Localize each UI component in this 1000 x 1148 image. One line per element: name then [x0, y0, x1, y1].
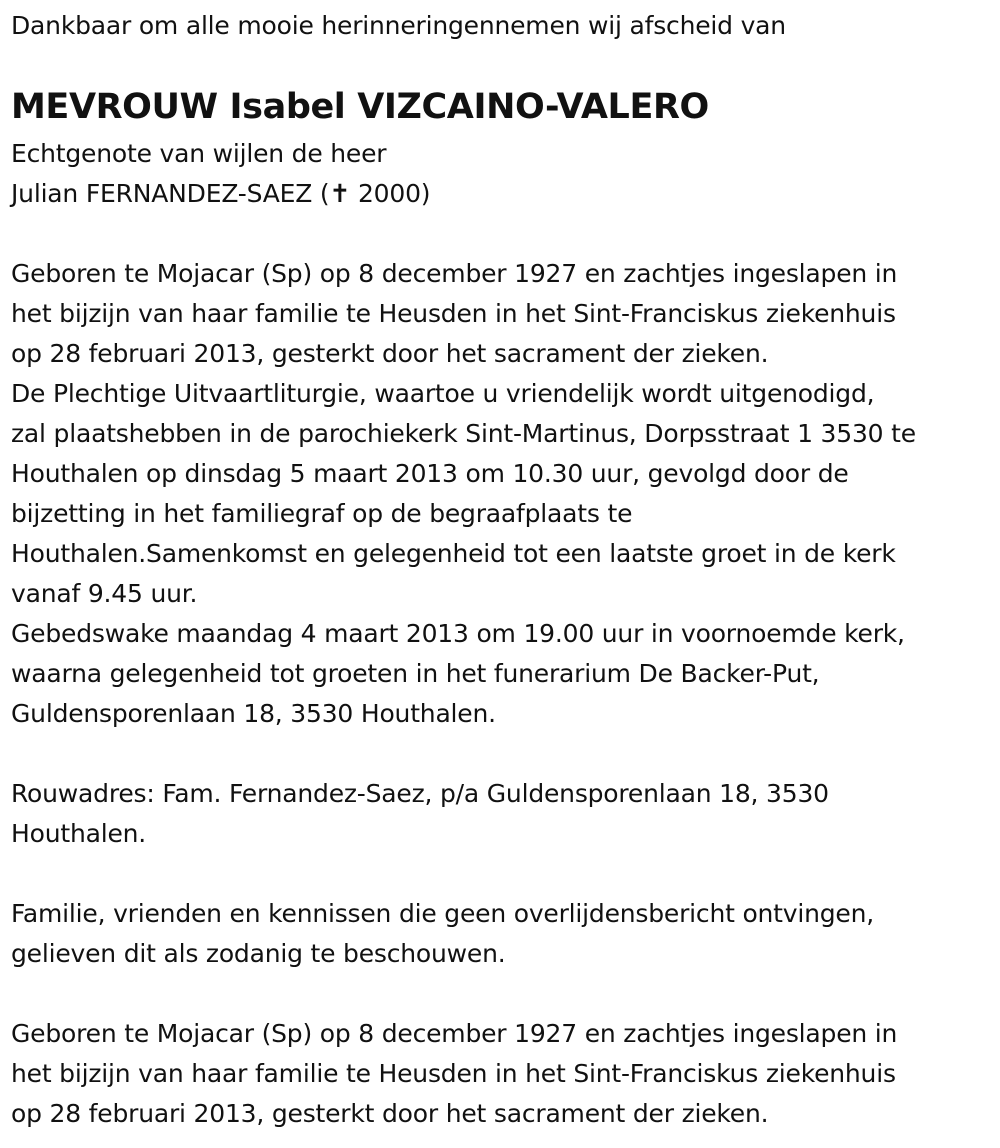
paragraph-line: waarna gelegenheid tot groeten in het funerarium De Backer-Put,	[11, 659, 820, 688]
address-line: Rouwadres: Fam. Fernandez-Saez, p/a Guldensporenlaan 18, 3530	[11, 779, 829, 808]
paragraph-line: Gebedswake maandag 4 maart 2013 om 19.00 uur in voornoemde kerk,	[11, 619, 905, 648]
spouse-info	[11, 134, 996, 214]
paragraph-line: op 28 februari 2013, gesterkt door het sacrament der zieken.	[11, 1099, 769, 1128]
notice-line: Familie, vrienden en kennissen die geen overlijdensbericht ontvingen,	[11, 899, 875, 928]
spouse-line: Echtgenote van wijlen de heer	[11, 139, 387, 168]
paragraph-line: het bijzijn van haar familie te Heusden in het Sint-Franciskus ziekenhuis	[11, 1059, 896, 1088]
paragraph-line: Geboren te Mojacar (Sp) op 8 december 1927 en zachtjes ingeslapen in	[11, 259, 898, 288]
mourning-address	[11, 774, 996, 854]
paragraph-spacer	[11, 974, 996, 1014]
paragraph-line: het bijzijn van haar familie te Heusden in het Sint-Franciskus ziekenhuis	[11, 299, 896, 328]
address-line: Houthalen.	[11, 819, 147, 848]
paragraph-line: Guldensporenlaan 18, 3530 Houthalen.	[11, 699, 496, 728]
deceased-name: MEVROUW Isabel VIZCAINO-VALERO	[11, 87, 709, 127]
paragraph-line: Geboren te Mojacar (Sp) op 8 december 1927 en zachtjes ingeslapen in	[11, 1019, 898, 1048]
intro-text: Dankbaar om alle mooie herinneringennemen wij afscheid van	[11, 11, 786, 40]
notice-paragraph	[11, 894, 996, 974]
paragraph-line: zal plaatshebben in de parochiekerk Sint-Martinus, Dorpsstraat 1 3530 te	[11, 419, 916, 448]
spouse-line: Julian FERNANDEZ-SAEZ (✝ 2000)	[11, 179, 431, 208]
paragraph-line: op 28 februari 2013, gesterkt door het sacrament der zieken.	[11, 339, 769, 368]
paragraph-line: Houthalen op dinsdag 5 maart 2013 om 10.30 uur, gevolgd door de	[11, 459, 849, 488]
paragraph-spacer	[11, 214, 996, 254]
paragraph-spacer	[11, 734, 996, 774]
repeated-paragraph	[11, 1014, 996, 1134]
paragraph-line: Houthalen.Samenkomst en gelegenheid tot een laatste groet in de kerk	[11, 539, 896, 568]
paragraph-line: De Plechtige Uitvaartliturgie, waartoe u vriendelijk wordt uitgenodigd,	[11, 379, 875, 408]
funeral-details-paragraph	[11, 254, 996, 734]
notice-line: gelieven dit als zodanig te beschouwen.	[11, 939, 506, 968]
obituary-document	[11, 6, 996, 1134]
paragraph-line: vanaf 9.45 uur.	[11, 579, 198, 608]
paragraph-line: bijzetting in het familiegraf op de begraafplaats te	[11, 499, 633, 528]
paragraph-spacer	[11, 854, 996, 894]
